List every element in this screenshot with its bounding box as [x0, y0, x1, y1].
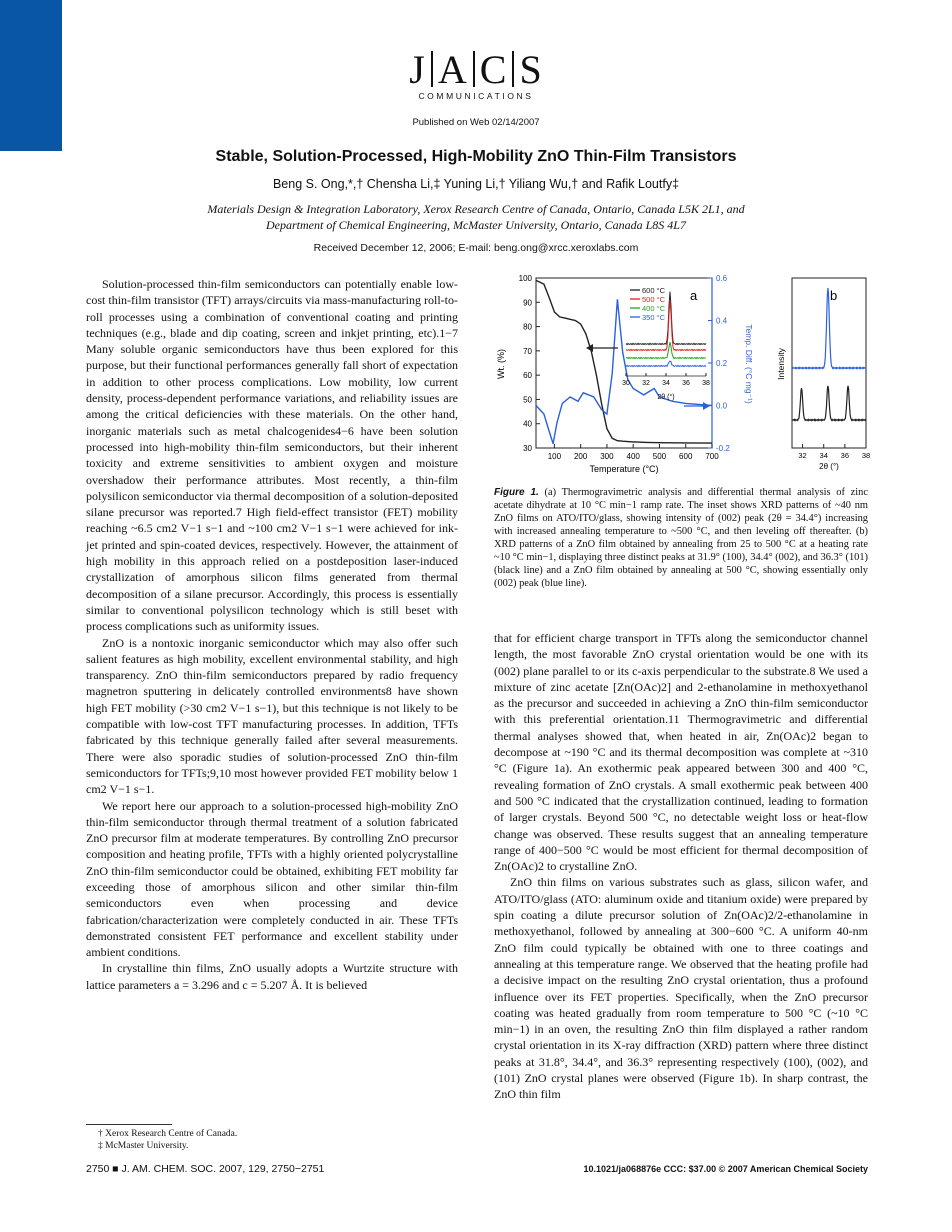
left-tick-label: 40: [523, 419, 532, 429]
inset-tick-label: 32: [642, 380, 650, 387]
legend-item-400: 400 °C: [642, 304, 666, 313]
logo-letter-a: A: [437, 47, 468, 92]
received-line: Received December 12, 2006; E-mail: beng.ong@xrcc.xeroxlabs.com: [313, 242, 639, 254]
x-tick-label: 700: [705, 452, 719, 461]
panel-b-x-label: 2θ (°): [819, 462, 839, 471]
x-tick-label: 500: [652, 452, 667, 461]
dta-curve: [536, 299, 712, 444]
x-axis-label: Temperature (°C): [589, 464, 659, 474]
footnote-rule: [86, 1124, 172, 1125]
legend: [630, 286, 666, 322]
inset-tick-label: 38: [702, 380, 710, 387]
journal-logo: [0, 47, 952, 92]
panel-b-random-orientation-curve: [792, 386, 866, 421]
affiliations: [120, 201, 832, 233]
inset-series-350: [626, 361, 706, 367]
logo-letter-c: C: [479, 47, 508, 92]
figure-1: [494, 272, 871, 474]
panel-a-label: a: [690, 288, 698, 303]
article-title: Stable, Solution-Processed, High-Mobility ZnO Thin-Film Transistors: [215, 148, 737, 165]
right-axis-label: Temp. Diff. (°C mg⁻¹): [744, 324, 754, 404]
panel-b-tick-label: 38: [861, 451, 871, 460]
published-date: Published on Web 02/14/2007: [412, 117, 540, 128]
author-list: Beng S. Ong,*,† Chensha Li,‡ Yuning Li,† Yiliang Wu,† and Rafik Loutfy‡: [272, 177, 680, 191]
x-tick-label: 100: [547, 452, 562, 461]
left-tick-label: 60: [523, 371, 532, 381]
right-tick-label: -0.2: [716, 444, 730, 453]
panel-b-tick-label: 36: [840, 451, 850, 460]
panel-b-tick-label: 34: [819, 451, 828, 460]
left-tick-label: 30: [523, 444, 532, 453]
inset-tick-label: 36: [682, 380, 690, 387]
inset-tick-label: 34: [662, 380, 670, 387]
x-tick-label: 300: [600, 452, 614, 461]
legend-item-500: 500 °C: [642, 295, 666, 304]
caption-label: Figure 1.: [494, 487, 539, 498]
panel-b-oriented-curve: [792, 288, 866, 369]
figure-caption: [494, 486, 868, 590]
paragraph: that for efficient charge transport in TFTs along the semiconductor channel length, the most favorable ZnO crystal orientation would be one with its (002) plane parallel to or its c-axis perpendicular to the substrate.8 We used a mixture of zinc acetate [Zn(OAc)2] and 2-ethanolamine in methoxyethanol as the precursor and succeeded in achieving a ZnO thin-film semiconductor with this preferential orientation.11 Thermogravimetric and differential thermal analyses showed that, when heated in air, Zn(OAc)2 began to decompose at ~190 °C and its thermal decomposition was complete at ~310 °C (Figure 1a). An exothermic peak appeared between 300 and 400 °C, revealing formation of ZnO crystals. A small exothermic peak between 400 and 500 °C indicated that the crystallization continued, leading to formation of larger crystals. Beyond 500 °C, no detectable weight loss or heat-flow change was observed. These results suggest that an annealing temperature range of 400−500 °C would be most efficient for thermal decomposition of Zn(OAc)2 to crystalline ZnO.: [494, 631, 868, 874]
paragraph: ZnO is a nontoxic inorganic semiconductor which may also offer such salient features as high mobility, excellent environmental stability, and high transparency. ZnO thin-film semiconductors prepared by radio frequency magnetron sputtering in delicately controlled environments8 have shown high FET mobility (>30 cm2 V−1 s−1), but this technique is not likely to be compatible with low-cost TFT manufacturing processes. In addition, TFTs fabricated by this technique generally failed after several measurements. There were also sporadic studies of solution-processed ZnO thin-film semiconductors for TFTs;9,10 most however provided FET mobility below 1 cm2 V−1 s−1.: [86, 635, 458, 797]
legend-item-350: 350 °C: [642, 313, 666, 322]
footnote: ‡ McMaster University.: [98, 1140, 189, 1151]
caption-text: (a) Thermogravimetric analysis and differential thermal analysis of zinc acetate dihydrate at 10 °C min−1 ramp rate. The inset shows XRD patterns of ~40 nm ZnO films on ATO/ITO/glass, showing intensity of (002) peak (2θ = 34.4°) increasing with increased annealing temperature to ~500 °C, and then leveling off thereafter. (b) XRD patterns of a ZnO film obtained by annealing from 25 to 500 °C at a heating rate ~10 °C min−1, displaying three distinct peaks at 31.9° (100), 34.4° (002), and 36.3° (101) (black line) and a ZnO film obtained by annealing at 500 °C, showing essentially only (002) peak (blue line).: [494, 487, 868, 589]
right-column: [494, 630, 868, 1103]
left-tick-label: 50: [523, 395, 532, 405]
footnote: † Xerox Research Centre of Canada.: [98, 1129, 238, 1139]
left-tick-label: 90: [523, 298, 532, 308]
panel-b-y-label: Intensity: [776, 348, 786, 380]
logo-subtitle: COMMUNICATIONS: [418, 91, 534, 101]
right-tick-label: 0.2: [716, 359, 728, 368]
logo-letter-s: S: [519, 47, 543, 92]
right-tick-label: 0.0: [716, 401, 728, 411]
right-tick-label: 0.4: [716, 316, 728, 326]
left-tick-label: 100: [518, 274, 532, 283]
logo-letter-j: J: [409, 47, 426, 92]
x-tick-label: 600: [679, 452, 693, 461]
left-tick-label: 70: [523, 346, 532, 356]
affiliation-line-1: Materials Design & Integration Laboratory, Xerox Research Centre of Canada, Ontario, Canada L5K 2L1, and: [207, 202, 745, 216]
page-footer-citation: 2750 ■ J. AM. CHEM. SOC. 2007, 129, 2750−2751: [86, 1163, 325, 1175]
left-tick-label: 80: [523, 322, 532, 332]
affiliation-line-2: Department of Chemical Engineering, McMaster University, Ontario, Canada L8S 4L7: [266, 218, 686, 232]
inset-x-label: 2θ (°): [657, 394, 675, 401]
x-tick-label: 400: [626, 452, 640, 461]
x-tick-label: 200: [573, 452, 588, 461]
left-axis-label: Wt. (%): [496, 349, 506, 379]
paragraph: Solution-processed thin-film semiconductors can potentially enable low-cost thin-film transistor (TFT) arrays/circuits via mass-manufacturing roll-to-roll processes using a combination of conventional coating and printing techniques (e.g., blade and dip coating, screen and inkjet printing, etc).1−7 Many soluble organic semiconductors have thus been explored for this purpose, but their functional performances generally fall short of expectation in addition to other process complications. Low mobility, low current density, process-dependent performance variations, and reliability issues are among the critical deficiencies with these materials. On the other hand, inorganic materials such as metal chalcogenides4−6 have been solution processed into high-mobility thin-film semiconductors, but their inherent toxicity and extreme sensitivities to ambient oxygen and moisture overshadow their performance attributes. Most recently, a thin-film polysilicon semiconductor via thermal decomposition of a solution-deposited silane precursor was reported.7 High field-effect transistor (FET) mobility reaching ~6.5 cm2 V−1 s−1 and ~100 cm2 V−1 s−1 were achieved for ink-jet printed and spin-coated devices, respectively. However, the attainment of high mobility in this approach relied on a postdeposition laser-induced crystallization of amorphous silicon films generated from thermal decomposition of a silane precursor. Accordingly, this process is essentially similar to conventional polysilicon technology which is still beset with process complications such as uniformity issues.: [86, 277, 458, 634]
panel-b-tick-label: 32: [798, 451, 807, 460]
paragraph: In crystalline thin films, ZnO usually adopts a Wurtzite structure with lattice parameters a = 3.296 and c = 5.207 Å. It is believed: [86, 961, 458, 992]
left-column: [86, 276, 458, 993]
paragraph: We report here our approach to a solution-processed high-mobility ZnO thin-film semiconductor through thermal treatment of a solution fabricated ZnO precursor film at moderate temperatures. By controlling ZnO precursor composition and heating profile, TFTs with a highly oriented polycrystalline ZnO thin-film semiconductor could be obtained, exhibiting FET mobility far exceeding those of amorphous silicon and other similar thin-film semiconductors even when processing and device fabrication/characterization were completely conducted in air. These TFTs demonstrated consistent FET performance and excellent stability under ambient conditions.: [86, 798, 458, 960]
inset-tick-label: 30: [622, 380, 630, 387]
paragraph: ZnO thin films on various substrates such as glass, silicon wafer, and ATO/ITO/glass (ATO: aluminum oxide and titanium oxide) were prepared by spin coating a dilute precursor solution of Zn(OAc)2/2-ethanolamine in methoxyethanol, followed by annealing at 300−600 °C. A uniform 40-nm ZnO film could typically be obtained with one to three coatings and annealing at this temperature range. We observed that the heating profile had a decisive impact on the resulting ZnO crystal orientation, thus a profound influence over its FET properties. Specifically, when the ZnO precursor coating was heated gradually from room temperature to 500 °C (~10 °C min−1) in an oven, the resulting ZnO thin film displayed a rather random crystal orientation in its X-ray diffraction (XRD) pattern where three distinct peaks at 31.8°, 34.4°, and 36.3° representing respectively (100), (002), and (101) ZnO crystal planes were observed (Figure 1b). In sharp contrast, the ZnO thin film: [494, 875, 868, 1102]
right-tick-label: 0.6: [716, 274, 728, 283]
legend-item-600: 600 °C: [642, 286, 666, 295]
page-footer-doi: 10.1021/ja068876e CCC: $37.00 © 2007 American Chemical Society: [583, 1164, 868, 1174]
panel-b-label: b: [830, 288, 838, 303]
footnotes: [98, 1129, 237, 1152]
